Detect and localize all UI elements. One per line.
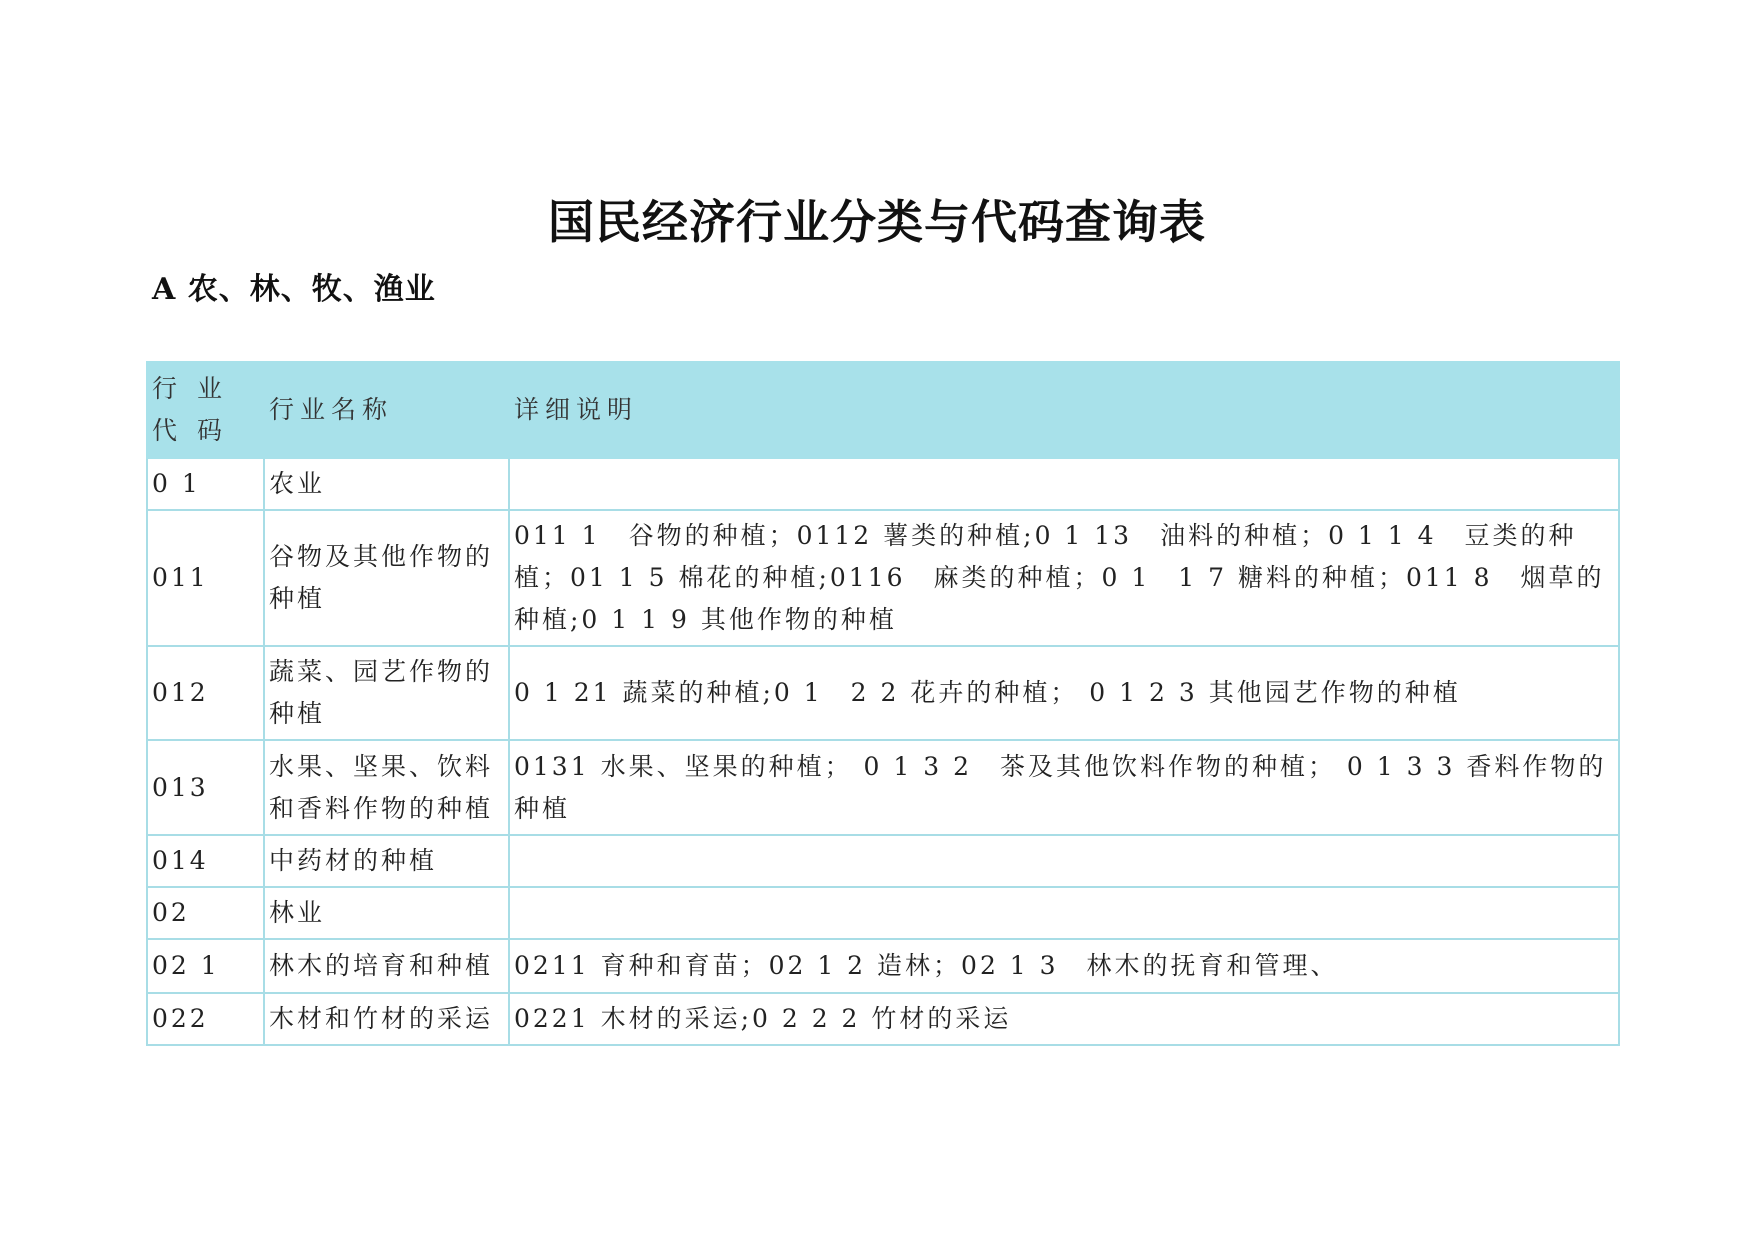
row-name: 林业: [264, 887, 509, 939]
row-name: 谷物及其他作物的种植: [264, 510, 509, 646]
table-row: [147, 993, 1619, 1045]
industry-code-table: [146, 361, 1620, 1046]
table-row: [147, 458, 1619, 510]
row-detail: 0221 木材的采运;0 2 2 2 竹材的采运: [509, 993, 1619, 1045]
row-detail: [509, 887, 1619, 939]
row-name: 木材和竹材的采运: [264, 993, 509, 1045]
table-row: [147, 510, 1619, 646]
row-code: 013: [147, 740, 264, 835]
row-name: 蔬菜、园艺作物的种植: [264, 646, 509, 740]
row-detail: [509, 835, 1619, 887]
row-detail: [509, 458, 1619, 510]
section-heading: A 农、林、牧、渔业: [152, 272, 436, 307]
table-row: [147, 939, 1619, 993]
table-row: [147, 740, 1619, 835]
header-name: 行业名称: [264, 362, 509, 458]
table-header-row: [147, 362, 1619, 458]
table-row: [147, 646, 1619, 740]
row-name: 农业: [264, 458, 509, 510]
row-code: 014: [147, 835, 264, 887]
table-row: [147, 835, 1619, 887]
table-row: [147, 887, 1619, 939]
row-code: 02 1: [147, 939, 264, 993]
row-code: 011: [147, 510, 264, 646]
row-code: 022: [147, 993, 264, 1045]
row-detail: 011 1 谷物的种植；0112 薯类的种植;0 1 13 油料的种植；0 1 1 4 豆类的种植；01 1 5 棉花的种植;0116 麻类的种植；0 1 1 7 糖料的种植；011 8 烟草的种植;0 1 1 9 其他作物的种植: [509, 510, 1619, 646]
document-title: 国民经济行业分类与代码查询表: [548, 195, 1206, 249]
row-code: 0 1: [147, 458, 264, 510]
row-detail: 0131 水果、坚果的种植； 0 1 3 2 茶及其他饮料作物的种植； 0 1 3 3 香料作物的种植: [509, 740, 1619, 835]
row-detail: 0 1 21 蔬菜的种植;0 1 2 2 花卉的种植； 0 1 2 3 其他园艺作物的种植: [509, 646, 1619, 740]
header-detail: 详细说明: [509, 362, 1619, 458]
row-name: 中药材的种植: [264, 835, 509, 887]
row-name: 水果、坚果、饮料和香料作物的种植: [264, 740, 509, 835]
row-code: 02: [147, 887, 264, 939]
row-detail: 0211 育种和育苗；02 1 2 造林；02 1 3 林木的抚育和管理、: [509, 939, 1619, 993]
row-name: 林木的培育和种植: [264, 939, 509, 993]
header-code: 行 业 代 码: [147, 362, 264, 458]
row-code: 012: [147, 646, 264, 740]
